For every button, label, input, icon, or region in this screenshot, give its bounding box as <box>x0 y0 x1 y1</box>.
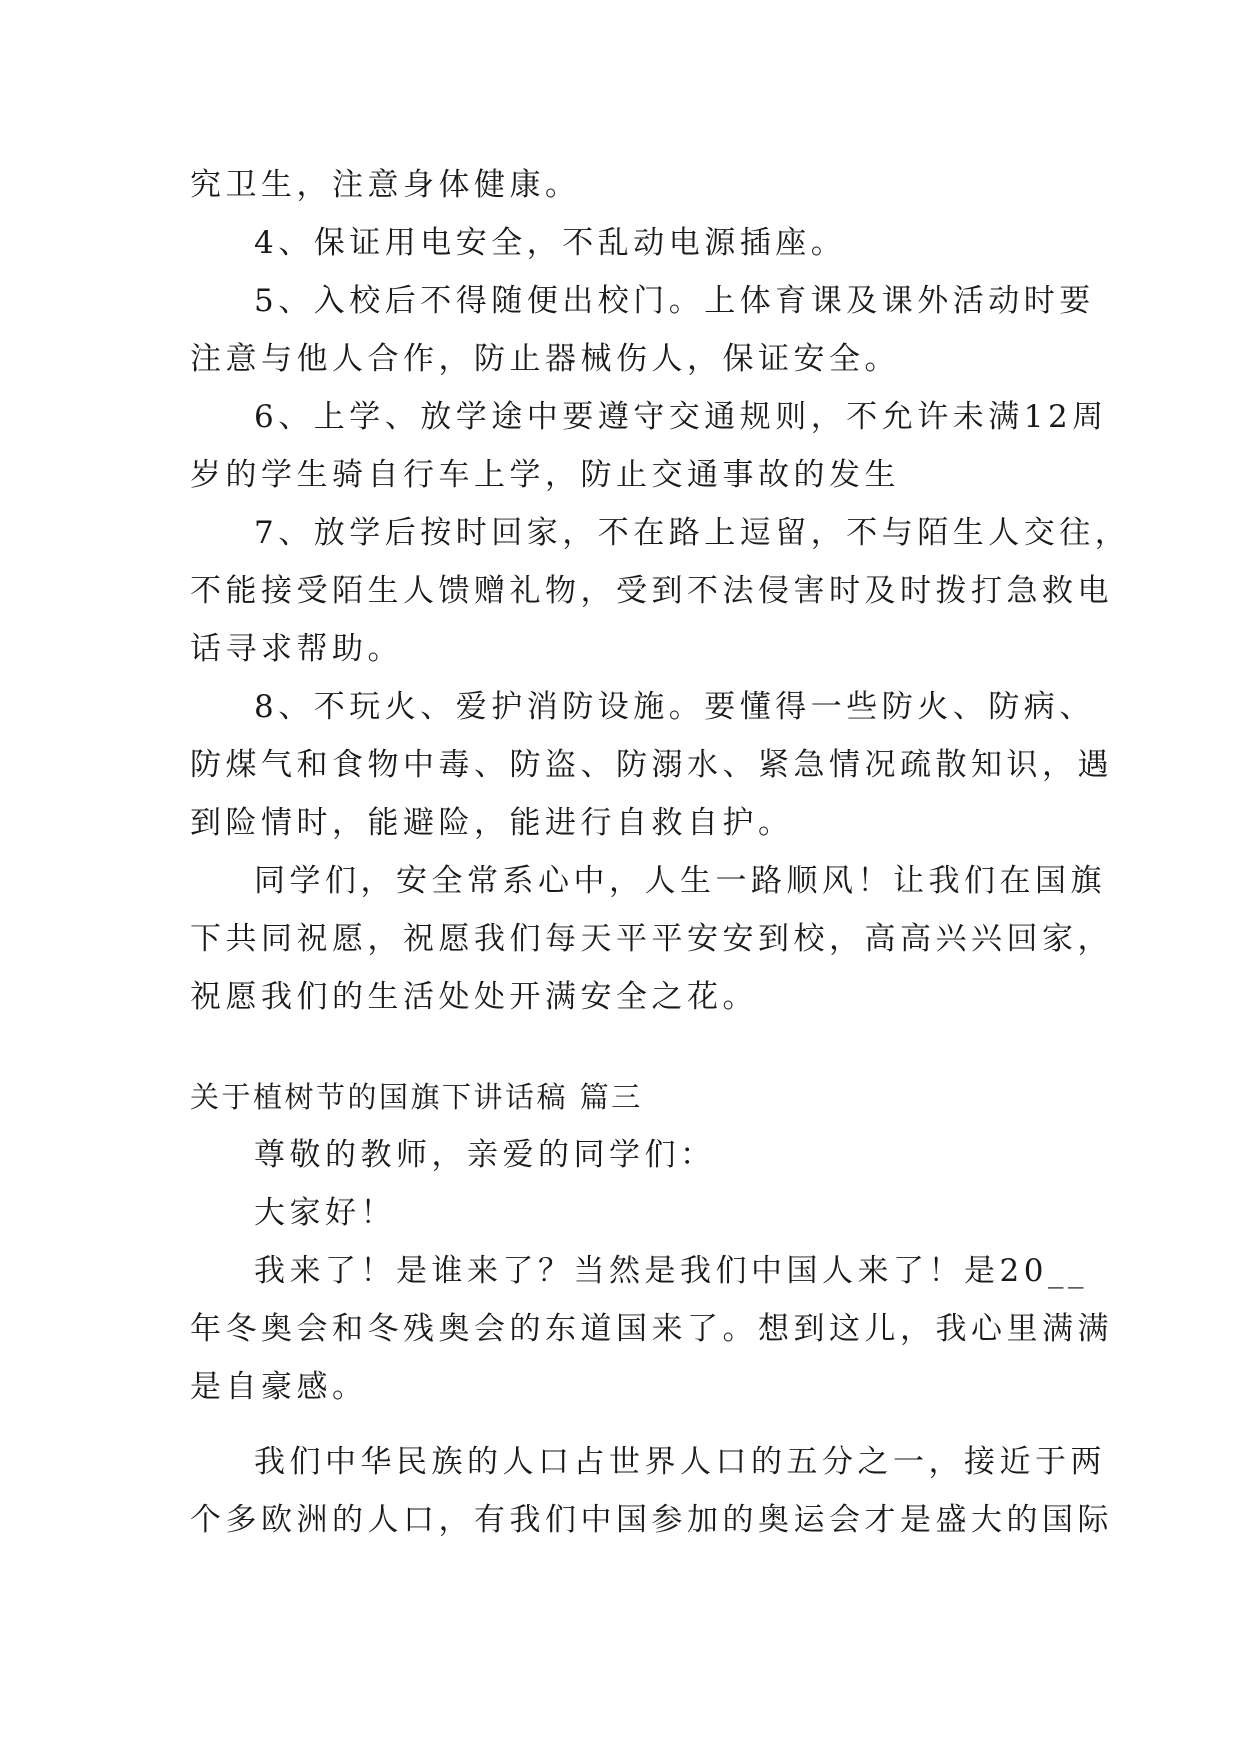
text-line: 6、上学、放学途中要遵守交通规则，不允许未满12周 <box>254 399 1108 435</box>
text-line: 尊敬的教师，亲爱的同学们： <box>254 1137 716 1173</box>
text-line: 个多欧洲的人口，有我们中国参加的奥运会才是盛大的国际 <box>190 1502 1113 1538</box>
text-line: 我们中华民族的人口占世界人口的五分之一，接近于两 <box>254 1444 1106 1480</box>
text-line: 4、保证用电安全，不乱动电源插座。 <box>254 225 847 261</box>
text-line: 8、不玩火、爱护消防设施。要懂得一些防火、防病、 <box>254 689 1095 725</box>
text-line: 是自豪感。 <box>190 1369 368 1405</box>
text-line: 年冬奥会和冬残奥会的东道国来了。想到这儿，我心里满满 <box>190 1311 1113 1347</box>
text-line: 防煤气和食物中毒、防盗、防溺水、紧急情况疏散知识，遇 <box>190 747 1113 783</box>
text-line: 7、放学后按时回家，不在路上逗留，不与陌生人交往， <box>254 515 1131 551</box>
text-line: 到险情时，能避险，能进行自救自护。 <box>190 805 794 841</box>
text-line: 祝愿我们的生活处处开满安全之花。 <box>190 979 758 1015</box>
text-line: 不能接受陌生人馈赠礼物，受到不法侵害时及时拨打急救电 <box>190 573 1113 609</box>
text-line: 注意与他人合作，防止器械伤人，保证安全。 <box>190 341 900 377</box>
text-line: 究卫生，注意身体健康。 <box>190 167 581 203</box>
text-line: 5、入校后不得随便出校门。上体育课及课外活动时要 <box>254 283 1095 319</box>
text-line: 同学们，安全常系心中，人生一路顺风！让我们在国旗 <box>254 863 1106 899</box>
text-line: 下共同祝愿，祝愿我们每天平平安安到校，高高兴兴回家， <box>190 921 1113 957</box>
text-line: 岁的学生骑自行车上学，防止交通事故的发生 <box>190 457 900 493</box>
text-line: 我来了！是谁来了？当然是我们中国人来了！是20__ <box>254 1253 1088 1289</box>
section-heading: 关于植树节的国旗下讲话稿 篇三 <box>190 1080 643 1114</box>
text-line: 话寻求帮助。 <box>190 631 403 667</box>
text-line: 大家好！ <box>254 1195 396 1231</box>
